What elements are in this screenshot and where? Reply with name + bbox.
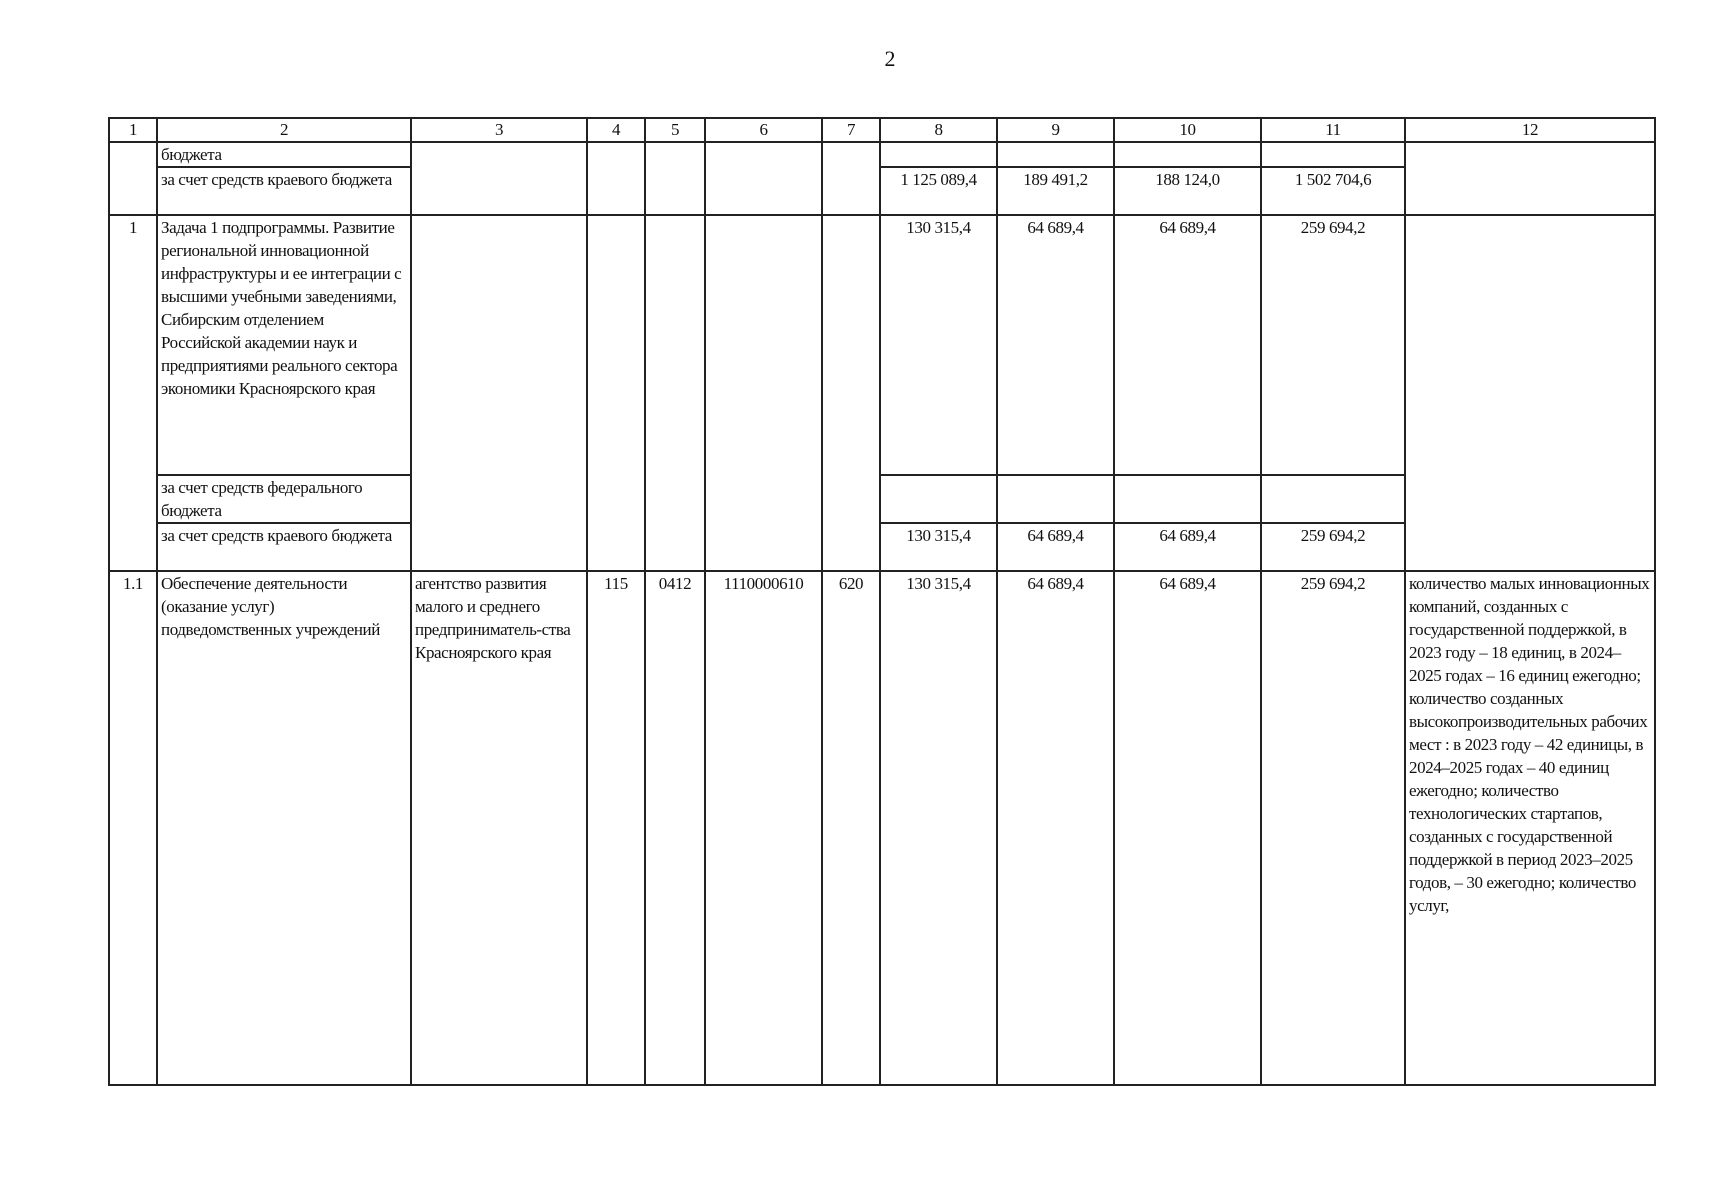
rzpr-cell [645, 215, 705, 571]
row-name-cell: за счет средств краевого бюджета [157, 167, 411, 215]
grbs-cell [587, 215, 645, 571]
year-2023-cell: 130 315,4 [880, 571, 997, 1085]
total-cell [1261, 475, 1405, 523]
total-cell: 259 694,2 [1261, 523, 1405, 571]
table-row [109, 142, 1655, 167]
total-cell: 259 694,2 [1261, 571, 1405, 1085]
row-number-cell: 1 [109, 215, 157, 571]
row-name-cell: Задача 1 подпрограммы. Развитие региональной инновационной инфраструктуры и ее интеграции с высшими учебными заведениями, Сибирским отделением Российской академии наук и предприятиями реального сектора экономики Красноярского края [157, 215, 411, 475]
csr-cell [705, 142, 822, 215]
year-2025-cell: 64 689,4 [1114, 215, 1261, 475]
table-row [109, 571, 1655, 1085]
header-cell: 10 [1114, 118, 1261, 142]
year-2023-cell: 130 315,4 [880, 215, 997, 475]
table-row [109, 215, 1655, 475]
header-cell: 11 [1261, 118, 1405, 142]
header-cell: 8 [880, 118, 997, 142]
grbs-cell [587, 142, 645, 215]
executor-cell [411, 142, 587, 215]
year-2025-cell [1114, 142, 1261, 167]
total-cell [1261, 142, 1405, 167]
result-cell [1405, 142, 1655, 215]
vr-cell [822, 142, 880, 215]
row-name-cell: Обеспечение деятельности (оказание услуг) подведомственных учреждений [157, 571, 411, 1085]
rzpr-cell [645, 142, 705, 215]
header-cell: 6 [705, 118, 822, 142]
rzpr-cell: 0412 [645, 571, 705, 1085]
total-cell: 1 502 704,6 [1261, 167, 1405, 215]
executor-cell [411, 215, 587, 571]
grbs-cell: 115 [587, 571, 645, 1085]
row-name-cell: за счет средств краевого бюджета [157, 523, 411, 571]
year-2023-cell [880, 475, 997, 523]
csr-cell [705, 215, 822, 571]
executor-cell: агентство развития малого и среднего предприниматель-ства Красноярского края [411, 571, 587, 1085]
table-header-row [109, 118, 1655, 142]
budget-table [108, 117, 1656, 1086]
header-cell: 4 [587, 118, 645, 142]
header-cell: 3 [411, 118, 587, 142]
year-2023-cell: 1 125 089,4 [880, 167, 997, 215]
page-number: 2 [884, 46, 896, 71]
year-2024-cell: 189 491,2 [997, 167, 1114, 215]
header-cell: 1 [109, 118, 157, 142]
vr-cell: 620 [822, 571, 880, 1085]
year-2025-cell: 64 689,4 [1114, 523, 1261, 571]
year-2024-cell: 64 689,4 [997, 571, 1114, 1085]
year-2025-cell: 188 124,0 [1114, 167, 1261, 215]
row-name-cell: бюджета [157, 142, 411, 167]
row-name-cell: за счет средств федерального бюджета [157, 475, 411, 523]
year-2023-cell: 130 315,4 [880, 523, 997, 571]
year-2025-cell: 64 689,4 [1114, 571, 1261, 1085]
csr-cell: 1110000610 [705, 571, 822, 1085]
header-cell: 5 [645, 118, 705, 142]
year-2024-cell [997, 475, 1114, 523]
row-number-cell [109, 142, 157, 215]
total-cell: 259 694,2 [1261, 215, 1405, 475]
vr-cell [822, 215, 880, 571]
result-cell [1405, 215, 1655, 571]
result-cell: количество малых инновационных компаний, созданных с государственной поддержкой, в 2023 году – 18 единиц, в 2024–2025 годах – 16 единиц ежегодно; количество созданных высокопроизводительных рабочих мест : в 2023 году – 42 единицы, в 2024–2025 годах – 40 единиц ежегодно; количество технологических стартапов, созданных с государственной поддержкой в период 2023–2025 годов, – 30 ежегодно; количество услуг, [1405, 571, 1655, 1085]
header-cell: 7 [822, 118, 880, 142]
year-2023-cell [880, 142, 997, 167]
header-cell: 2 [157, 118, 411, 142]
year-2024-cell [997, 142, 1114, 167]
year-2025-cell [1114, 475, 1261, 523]
year-2024-cell: 64 689,4 [997, 215, 1114, 475]
header-cell: 12 [1405, 118, 1655, 142]
header-cell: 9 [997, 118, 1114, 142]
row-number-cell: 1.1 [109, 571, 157, 1085]
year-2024-cell: 64 689,4 [997, 523, 1114, 571]
